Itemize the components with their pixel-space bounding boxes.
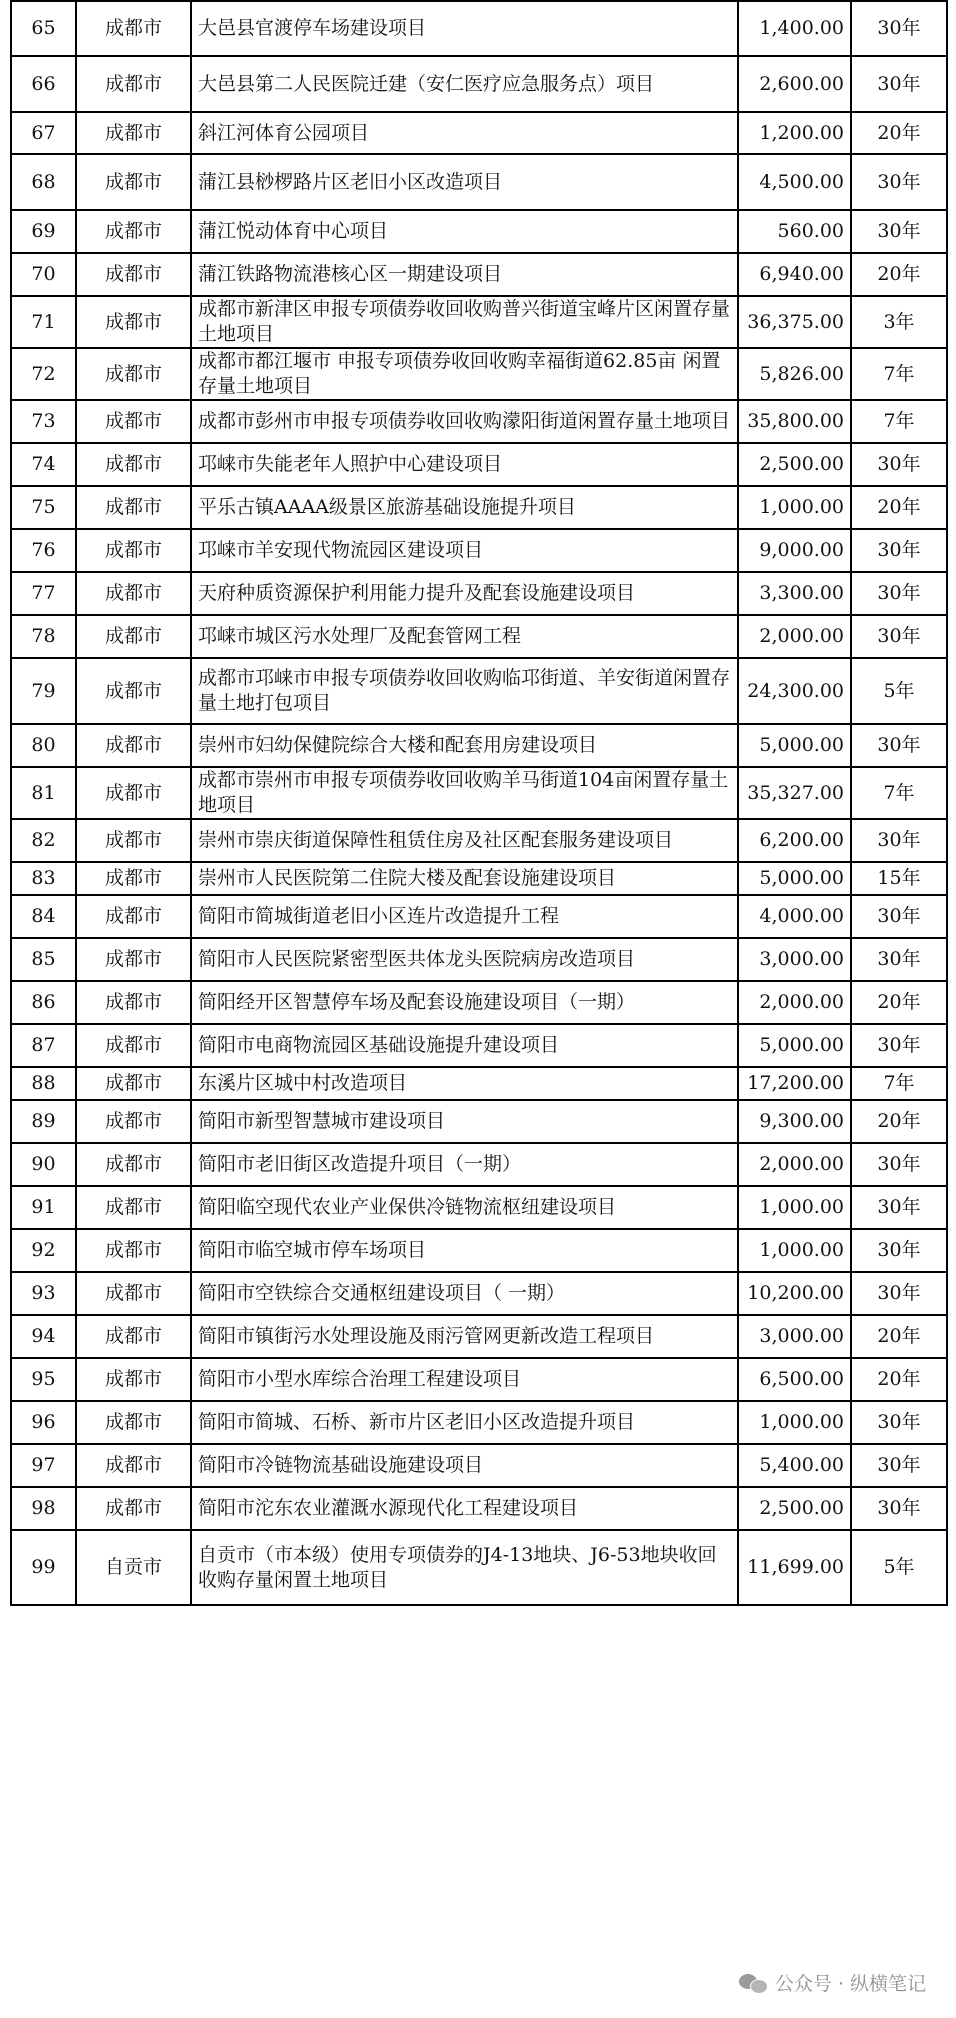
term-cell: 20年 [851, 1315, 947, 1358]
term-cell: 3年 [851, 296, 947, 348]
row-number: 70 [11, 253, 76, 296]
amount-cell: 2,600.00 [738, 56, 851, 112]
amount-cell: 6,500.00 [738, 1358, 851, 1401]
amount-cell: 9,300.00 [738, 1100, 851, 1143]
term-cell: 20年 [851, 486, 947, 529]
project-name-cell: 简阳市空铁综合交通枢纽建设项目（ 一期） [191, 1272, 738, 1315]
table-row [11, 1487, 947, 1530]
project-name-cell: 成都市新津区申报专项债券收回收购普兴街道宝峰片区闲置存量土地项目 [191, 296, 738, 348]
term-cell: 30年 [851, 1186, 947, 1229]
project-name-cell: 大邑县官渡停车场建设项目 [191, 1, 738, 56]
row-number: 69 [11, 210, 76, 253]
amount-cell: 6,200.00 [738, 819, 851, 862]
row-number: 67 [11, 112, 76, 154]
table-row [11, 486, 947, 529]
amount-cell: 4,000.00 [738, 895, 851, 938]
city-cell: 成都市 [76, 486, 191, 529]
table-row [11, 572, 947, 615]
table-row [11, 296, 947, 348]
table-row [11, 1401, 947, 1444]
term-cell: 5年 [851, 1530, 947, 1605]
table-row [11, 862, 947, 895]
project-name-cell: 蒲江县桫椤路片区老旧小区改造项目 [191, 154, 738, 210]
project-name-cell: 蒲江悦动体育中心项目 [191, 210, 738, 253]
term-cell: 7年 [851, 348, 947, 400]
city-cell: 成都市 [76, 572, 191, 615]
term-cell: 20年 [851, 112, 947, 154]
amount-cell: 1,000.00 [738, 1401, 851, 1444]
term-cell: 30年 [851, 1, 947, 56]
row-number: 81 [11, 767, 76, 819]
watermark [739, 1969, 926, 1996]
city-cell: 成都市 [76, 938, 191, 981]
table-row [11, 210, 947, 253]
row-number: 78 [11, 615, 76, 658]
term-cell: 30年 [851, 443, 947, 486]
row-number: 80 [11, 724, 76, 767]
term-cell: 30年 [851, 1444, 947, 1487]
row-number: 65 [11, 1, 76, 56]
city-cell: 成都市 [76, 210, 191, 253]
amount-cell: 5,400.00 [738, 1444, 851, 1487]
bond-project-table [10, 0, 948, 1606]
amount-cell: 10,200.00 [738, 1272, 851, 1315]
row-number: 93 [11, 1272, 76, 1315]
table-row [11, 819, 947, 862]
table-row [11, 1067, 947, 1100]
term-cell: 20年 [851, 981, 947, 1024]
row-number: 99 [11, 1530, 76, 1605]
row-number: 82 [11, 819, 76, 862]
project-name-cell: 成都市崇州市申报专项债券收回收购羊马街道104亩闲置存量土地项目 [191, 767, 738, 819]
city-cell: 成都市 [76, 615, 191, 658]
row-number: 84 [11, 895, 76, 938]
project-name-cell: 邛崃市失能老年人照护中心建设项目 [191, 443, 738, 486]
table-row [11, 615, 947, 658]
city-cell: 成都市 [76, 819, 191, 862]
amount-cell: 4,500.00 [738, 154, 851, 210]
table-row [11, 1, 947, 56]
row-number: 94 [11, 1315, 76, 1358]
project-name-cell: 简阳市新型智慧城市建设项目 [191, 1100, 738, 1143]
project-name-cell: 崇州市妇幼保健院综合大楼和配套用房建设项目 [191, 724, 738, 767]
row-number: 87 [11, 1024, 76, 1067]
term-cell: 20年 [851, 1358, 947, 1401]
city-cell: 成都市 [76, 1315, 191, 1358]
project-name-cell: 简阳市冷链物流基础设施建设项目 [191, 1444, 738, 1487]
amount-cell: 5,826.00 [738, 348, 851, 400]
row-number: 66 [11, 56, 76, 112]
city-cell: 成都市 [76, 1444, 191, 1487]
city-cell: 成都市 [76, 443, 191, 486]
project-name-cell: 平乐古镇AAAA级景区旅游基础设施提升项目 [191, 486, 738, 529]
row-number: 91 [11, 1186, 76, 1229]
term-cell: 30年 [851, 56, 947, 112]
table-row [11, 1530, 947, 1605]
table-row [11, 1100, 947, 1143]
term-cell: 30年 [851, 572, 947, 615]
row-number: 95 [11, 1358, 76, 1401]
row-number: 68 [11, 154, 76, 210]
city-cell: 成都市 [76, 767, 191, 819]
row-number: 89 [11, 1100, 76, 1143]
term-cell: 30年 [851, 938, 947, 981]
amount-cell: 11,699.00 [738, 1530, 851, 1605]
row-number: 75 [11, 486, 76, 529]
term-cell: 30年 [851, 819, 947, 862]
table-row [11, 981, 947, 1024]
table-row [11, 1186, 947, 1229]
amount-cell: 17,200.00 [738, 1067, 851, 1100]
project-name-cell: 邛崃市羊安现代物流园区建设项目 [191, 529, 738, 572]
project-name-cell: 成都市都江堰市 申报专项债券收回收购幸福街道62.85亩 闲置存量土地项目 [191, 348, 738, 400]
amount-cell: 1,400.00 [738, 1, 851, 56]
amount-cell: 1,000.00 [738, 1229, 851, 1272]
project-name-cell: 天府种质资源保护利用能力提升及配套设施建设项目 [191, 572, 738, 615]
table-row [11, 112, 947, 154]
term-cell: 30年 [851, 529, 947, 572]
table-row [11, 253, 947, 296]
term-cell: 30年 [851, 1401, 947, 1444]
term-cell: 30年 [851, 1024, 947, 1067]
amount-cell: 5,000.00 [738, 724, 851, 767]
table-row [11, 1358, 947, 1401]
table-row [11, 1444, 947, 1487]
amount-cell: 24,300.00 [738, 658, 851, 724]
amount-cell: 1,000.00 [738, 486, 851, 529]
amount-cell: 1,000.00 [738, 1186, 851, 1229]
term-cell: 7年 [851, 1067, 947, 1100]
city-cell: 成都市 [76, 1487, 191, 1530]
table-row [11, 938, 947, 981]
city-cell: 成都市 [76, 724, 191, 767]
city-cell: 成都市 [76, 1186, 191, 1229]
wechat-icon [739, 1972, 767, 1994]
amount-cell: 35,327.00 [738, 767, 851, 819]
table-row [11, 1315, 947, 1358]
amount-cell: 3,300.00 [738, 572, 851, 615]
row-number: 86 [11, 981, 76, 1024]
term-cell: 30年 [851, 154, 947, 210]
row-number: 79 [11, 658, 76, 724]
term-cell: 7年 [851, 767, 947, 819]
city-cell: 成都市 [76, 1358, 191, 1401]
amount-cell: 1,200.00 [738, 112, 851, 154]
amount-cell: 9,000.00 [738, 529, 851, 572]
row-number: 88 [11, 1067, 76, 1100]
project-name-cell: 简阳市临空城市停车场项目 [191, 1229, 738, 1272]
project-name-cell: 大邑县第二人民医院迁建（安仁医疗应急服务点）项目 [191, 56, 738, 112]
amount-cell: 2,000.00 [738, 981, 851, 1024]
project-name-cell: 简阳市镇街污水处理设施及雨污管网更新改造工程项目 [191, 1315, 738, 1358]
city-cell: 成都市 [76, 1, 191, 56]
city-cell: 成都市 [76, 1143, 191, 1186]
row-number: 71 [11, 296, 76, 348]
table-row [11, 1143, 947, 1186]
city-cell: 成都市 [76, 529, 191, 572]
table-row [11, 767, 947, 819]
city-cell: 成都市 [76, 981, 191, 1024]
row-number: 77 [11, 572, 76, 615]
city-cell: 成都市 [76, 1229, 191, 1272]
city-cell: 成都市 [76, 1401, 191, 1444]
amount-cell: 2,500.00 [738, 443, 851, 486]
amount-cell: 2,000.00 [738, 615, 851, 658]
table-row [11, 154, 947, 210]
table-row [11, 56, 947, 112]
amount-cell: 560.00 [738, 210, 851, 253]
term-cell: 7年 [851, 400, 947, 443]
term-cell: 20年 [851, 253, 947, 296]
project-name-cell: 简阳市老旧街区改造提升项目（一期） [191, 1143, 738, 1186]
project-name-cell: 简阳市简城街道老旧小区连片改造提升工程 [191, 895, 738, 938]
city-cell: 成都市 [76, 1272, 191, 1315]
table-row [11, 1229, 947, 1272]
project-name-cell: 成都市邛崃市申报专项债券收回收购临邛街道、羊安街道闲置存量土地打包项目 [191, 658, 738, 724]
amount-cell: 36,375.00 [738, 296, 851, 348]
table-row [11, 658, 947, 724]
amount-cell: 2,500.00 [738, 1487, 851, 1530]
watermark-text: 公众号 · 纵横笔记 [774, 1973, 926, 1995]
city-cell: 成都市 [76, 56, 191, 112]
row-number: 85 [11, 938, 76, 981]
city-cell: 成都市 [76, 154, 191, 210]
term-cell: 20年 [851, 1100, 947, 1143]
project-name-cell: 简阳市小型水库综合治理工程建设项目 [191, 1358, 738, 1401]
project-name-cell: 成都市彭州市申报专项债券收回收购濛阳街道闲置存量土地项目 [191, 400, 738, 443]
row-number: 72 [11, 348, 76, 400]
term-cell: 30年 [851, 1143, 947, 1186]
row-number: 83 [11, 862, 76, 895]
table-row [11, 895, 947, 938]
term-cell: 30年 [851, 210, 947, 253]
project-name-cell: 邛崃市城区污水处理厂及配套管网工程 [191, 615, 738, 658]
project-name-cell: 自贡市（市本级）使用专项债券的J4-13地块、J6-53地块收回收购存量闲置土地项目 [191, 1530, 738, 1605]
city-cell: 自贡市 [76, 1530, 191, 1605]
city-cell: 成都市 [76, 112, 191, 154]
term-cell: 5年 [851, 658, 947, 724]
project-name-cell: 崇州市人民医院第二住院大楼及配套设施建设项目 [191, 862, 738, 895]
amount-cell: 35,800.00 [738, 400, 851, 443]
row-number: 76 [11, 529, 76, 572]
project-name-cell: 东溪片区城中村改造项目 [191, 1067, 738, 1100]
row-number: 98 [11, 1487, 76, 1530]
amount-cell: 3,000.00 [738, 938, 851, 981]
city-cell: 成都市 [76, 1100, 191, 1143]
row-number: 74 [11, 443, 76, 486]
table-row [11, 1024, 947, 1067]
city-cell: 成都市 [76, 862, 191, 895]
amount-cell: 6,940.00 [738, 253, 851, 296]
city-cell: 成都市 [76, 658, 191, 724]
row-number: 97 [11, 1444, 76, 1487]
row-number: 96 [11, 1401, 76, 1444]
city-cell: 成都市 [76, 895, 191, 938]
row-number: 92 [11, 1229, 76, 1272]
table-row [11, 1272, 947, 1315]
table-row [11, 443, 947, 486]
table-row [11, 724, 947, 767]
table-row [11, 529, 947, 572]
term-cell: 30年 [851, 724, 947, 767]
row-number: 73 [11, 400, 76, 443]
term-cell: 15年 [851, 862, 947, 895]
project-name-cell: 简阳市电商物流园区基础设施提升建设项目 [191, 1024, 738, 1067]
project-name-cell: 蒲江铁路物流港核心区一期建设项目 [191, 253, 738, 296]
term-cell: 30年 [851, 615, 947, 658]
amount-cell: 2,000.00 [738, 1143, 851, 1186]
project-name-cell: 简阳经开区智慧停车场及配套设施建设项目（一期） [191, 981, 738, 1024]
city-cell: 成都市 [76, 1024, 191, 1067]
project-name-cell: 斜江河体育公园项目 [191, 112, 738, 154]
term-cell: 30年 [851, 1487, 947, 1530]
city-cell: 成都市 [76, 348, 191, 400]
project-name-cell: 简阳临空现代农业产业保供冷链物流枢纽建设项目 [191, 1186, 738, 1229]
city-cell: 成都市 [76, 400, 191, 443]
project-name-cell: 简阳市简城、石桥、新市片区老旧小区改造提升项目 [191, 1401, 738, 1444]
term-cell: 30年 [851, 1229, 947, 1272]
term-cell: 30年 [851, 1272, 947, 1315]
project-name-cell: 简阳市人民医院紧密型医共体龙头医院病房改造项目 [191, 938, 738, 981]
amount-cell: 3,000.00 [738, 1315, 851, 1358]
table-row [11, 348, 947, 400]
city-cell: 成都市 [76, 253, 191, 296]
amount-cell: 5,000.00 [738, 1024, 851, 1067]
term-cell: 30年 [851, 895, 947, 938]
table-row [11, 400, 947, 443]
city-cell: 成都市 [76, 296, 191, 348]
city-cell: 成都市 [76, 1067, 191, 1100]
project-name-cell: 崇州市崇庆街道保障性租赁住房及社区配套服务建设项目 [191, 819, 738, 862]
project-name-cell: 简阳市沱东农业灌溉水源现代化工程建设项目 [191, 1487, 738, 1530]
amount-cell: 5,000.00 [738, 862, 851, 895]
row-number: 90 [11, 1143, 76, 1186]
